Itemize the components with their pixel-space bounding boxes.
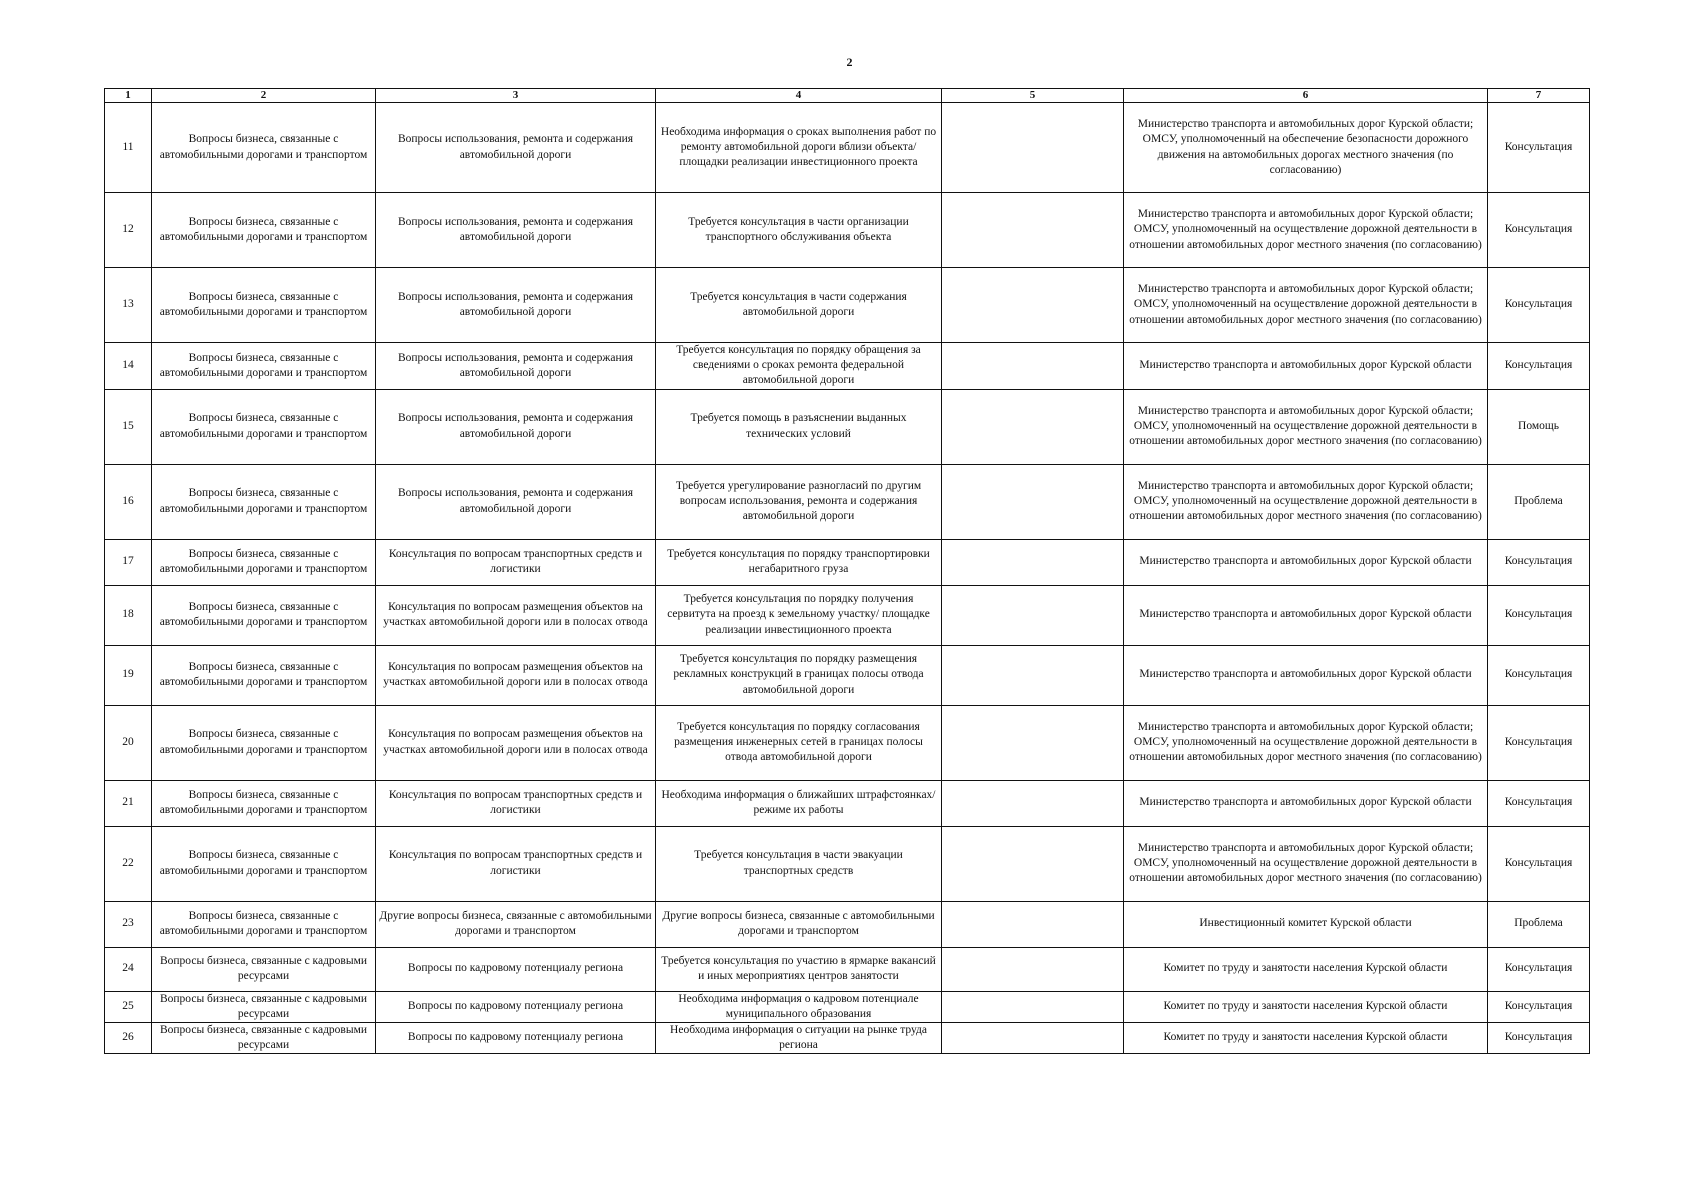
table-body xyxy=(105,103,1590,1054)
row-number-cell: 25 xyxy=(105,991,152,1022)
request-cell: Необходима информация о ситуации на рынке труда региона xyxy=(656,1022,942,1053)
empty-cell xyxy=(942,585,1124,645)
type-cell: Консультация xyxy=(1488,645,1590,705)
row-number-cell: 14 xyxy=(105,343,152,390)
request-cell: Необходима информация о ближайших штрафстоянках/режиме их работы xyxy=(656,780,942,826)
category-cell: Вопросы бизнеса, связанные с автомобильными дорогами и транспортом xyxy=(152,645,376,705)
category-cell: Вопросы бизнеса, связанные с автомобильными дорогами и транспортом xyxy=(152,389,376,464)
row-number-cell: 19 xyxy=(105,645,152,705)
subcategory-cell: Консультация по вопросам транспортных средств и логистики xyxy=(376,780,656,826)
subcategory-cell: Вопросы по кадровому потенциалу региона xyxy=(376,947,656,991)
type-cell: Консультация xyxy=(1488,193,1590,268)
type-cell: Консультация xyxy=(1488,991,1590,1022)
responsible-cell: Министерство транспорта и автомобильных дорог Курской области xyxy=(1124,645,1488,705)
header-cell: 2 xyxy=(152,89,376,103)
table-row xyxy=(105,193,1590,268)
category-cell: Вопросы бизнеса, связанные с кадровыми ресурсами xyxy=(152,991,376,1022)
responsible-cell: Министерство транспорта и автомобильных дорог Курской области; ОМСУ, уполномоченный на осуществление дорожной деятельности в отношении автомобильных дорог местного значения (по согласованию) xyxy=(1124,389,1488,464)
category-cell: Вопросы бизнеса, связанные с автомобильными дорогами и транспортом xyxy=(152,705,376,780)
responsible-cell: Министерство транспорта и автомобильных дорог Курской области xyxy=(1124,585,1488,645)
empty-cell xyxy=(942,389,1124,464)
subcategory-cell: Вопросы использования, ремонта и содержания автомобильной дороги xyxy=(376,193,656,268)
table-row xyxy=(105,947,1590,991)
subcategory-cell: Вопросы по кадровому потенциалу региона xyxy=(376,1022,656,1053)
subcategory-cell: Вопросы использования, ремонта и содержания автомобильной дороги xyxy=(376,389,656,464)
request-cell: Требуется консультация в части содержания автомобильной дороги xyxy=(656,268,942,343)
row-number-cell: 13 xyxy=(105,268,152,343)
subcategory-cell: Консультация по вопросам размещения объектов на участках автомобильной дороги или в полосах отвода xyxy=(376,705,656,780)
type-cell: Консультация xyxy=(1488,343,1590,390)
type-cell: Консультация xyxy=(1488,947,1590,991)
request-cell: Требуется консультация в части организации транспортного обслуживания объекта xyxy=(656,193,942,268)
responsible-cell: Министерство транспорта и автомобильных дорог Курской области; ОМСУ, уполномоченный на осуществление дорожной деятельности в отношении автомобильных дорог местного значения (по согласованию) xyxy=(1124,193,1488,268)
table-row xyxy=(105,780,1590,826)
request-cell: Требуется консультация по порядку транспортировки негабаритного груза xyxy=(656,539,942,585)
table-row xyxy=(105,645,1590,705)
responsible-cell: Министерство транспорта и автомобильных дорог Курской области; ОМСУ, уполномоченный на осуществление дорожной деятельности в отношении автомобильных дорог местного значения (по согласованию) xyxy=(1124,268,1488,343)
empty-cell xyxy=(942,991,1124,1022)
table-row xyxy=(105,901,1590,947)
responsible-cell: Министерство транспорта и автомобильных дорог Курской области xyxy=(1124,539,1488,585)
table-row xyxy=(105,268,1590,343)
request-cell: Другие вопросы бизнеса, связанные с автомобильными дорогами и транспортом xyxy=(656,901,942,947)
table-row xyxy=(105,705,1590,780)
empty-cell xyxy=(942,103,1124,193)
responsible-cell: Министерство транспорта и автомобильных дорог Курской области; ОМСУ, уполномоченный на осуществление дорожной деятельности в отношении автомобильных дорог местного значения (по согласованию) xyxy=(1124,826,1488,901)
type-cell: Проблема xyxy=(1488,901,1590,947)
responsible-cell: Министерство транспорта и автомобильных дорог Курской области; ОМСУ, уполномоченный на осуществление дорожной деятельности в отношении автомобильных дорог местного значения (по согласованию) xyxy=(1124,705,1488,780)
request-cell: Требуется помощь в разъяснении выданных технических условий xyxy=(656,389,942,464)
page-number: 2 xyxy=(846,55,853,69)
subcategory-cell: Вопросы использования, ремонта и содержания автомобильной дороги xyxy=(376,103,656,193)
responsible-cell: Комитет по труду и занятости населения Курской области xyxy=(1124,947,1488,991)
type-cell: Проблема xyxy=(1488,464,1590,539)
request-cell: Необходима информация о кадровом потенциале муниципального образования xyxy=(656,991,942,1022)
row-number-cell: 22 xyxy=(105,826,152,901)
responsible-cell: Министерство транспорта и автомобильных дорог Курской области; ОМСУ, уполномоченный на обеспечение безопасности дорожного движения на автомобильных дорогах местного значения (по согласованию) xyxy=(1124,103,1488,193)
category-cell: Вопросы бизнеса, связанные с кадровыми ресурсами xyxy=(152,1022,376,1053)
type-cell: Консультация xyxy=(1488,103,1590,193)
type-cell: Консультация xyxy=(1488,780,1590,826)
row-number-cell: 15 xyxy=(105,389,152,464)
category-cell: Вопросы бизнеса, связанные с автомобильными дорогами и транспортом xyxy=(152,343,376,390)
table-row xyxy=(105,389,1590,464)
empty-cell xyxy=(942,705,1124,780)
row-number-cell: 23 xyxy=(105,901,152,947)
services-table xyxy=(104,88,1590,1054)
header-cell: 7 xyxy=(1488,89,1590,103)
empty-cell xyxy=(942,780,1124,826)
row-number-cell: 21 xyxy=(105,780,152,826)
request-cell: Требуется консультация по порядку получения сервитута на проезд к земельному участку/ площадке реализации инвестиционного проекта xyxy=(656,585,942,645)
empty-cell xyxy=(942,539,1124,585)
table-row xyxy=(105,991,1590,1022)
responsible-cell: Министерство транспорта и автомобильных дорог Курской области; ОМСУ, уполномоченный на осуществление дорожной деятельности в отношении автомобильных дорог местного значения (по согласованию) xyxy=(1124,464,1488,539)
empty-cell xyxy=(942,464,1124,539)
type-cell: Консультация xyxy=(1488,585,1590,645)
empty-cell xyxy=(942,645,1124,705)
row-number-cell: 12 xyxy=(105,193,152,268)
table-header-row xyxy=(105,89,1590,103)
request-cell: Требуется консультация по участию в ярмарке вакансий и иных мероприятиях центров занятости xyxy=(656,947,942,991)
subcategory-cell: Вопросы по кадровому потенциалу региона xyxy=(376,991,656,1022)
row-number-cell: 20 xyxy=(105,705,152,780)
empty-cell xyxy=(942,193,1124,268)
subcategory-cell: Консультация по вопросам размещения объектов на участках автомобильной дороги или в полосах отвода xyxy=(376,585,656,645)
responsible-cell: Министерство транспорта и автомобильных дорог Курской области xyxy=(1124,780,1488,826)
row-number-cell: 11 xyxy=(105,103,152,193)
request-cell: Требуется консультация по порядку обращения за сведениями о сроках ремонта федеральной автомобильной дороги xyxy=(656,343,942,390)
subcategory-cell: Консультация по вопросам транспортных средств и логистики xyxy=(376,826,656,901)
row-number-cell: 16 xyxy=(105,464,152,539)
empty-cell xyxy=(942,1022,1124,1053)
row-number-cell: 17 xyxy=(105,539,152,585)
category-cell: Вопросы бизнеса, связанные с автомобильными дорогами и транспортом xyxy=(152,103,376,193)
category-cell: Вопросы бизнеса, связанные с автомобильными дорогами и транспортом xyxy=(152,826,376,901)
category-cell: Вопросы бизнеса, связанные с автомобильными дорогами и транспортом xyxy=(152,464,376,539)
category-cell: Вопросы бизнеса, связанные с кадровыми ресурсами xyxy=(152,947,376,991)
type-cell: Консультация xyxy=(1488,705,1590,780)
type-cell: Консультация xyxy=(1488,268,1590,343)
header-cell: 5 xyxy=(942,89,1124,103)
table-row xyxy=(105,103,1590,193)
header-cell: 6 xyxy=(1124,89,1488,103)
subcategory-cell: Консультация по вопросам размещения объектов на участках автомобильной дороги или в полосах отвода xyxy=(376,645,656,705)
category-cell: Вопросы бизнеса, связанные с автомобильными дорогами и транспортом xyxy=(152,901,376,947)
request-cell: Требуется консультация по порядку размещения рекламных конструкций в границах полосы отвода автомобильной дороги xyxy=(656,645,942,705)
empty-cell xyxy=(942,901,1124,947)
responsible-cell: Министерство транспорта и автомобильных дорог Курской области xyxy=(1124,343,1488,390)
subcategory-cell: Другие вопросы бизнеса, связанные с автомобильными дорогами и транспортом xyxy=(376,901,656,947)
table-row xyxy=(105,1022,1590,1053)
subcategory-cell: Вопросы использования, ремонта и содержания автомобильной дороги xyxy=(376,343,656,390)
subcategory-cell: Вопросы использования, ремонта и содержания автомобильной дороги xyxy=(376,464,656,539)
request-cell: Требуется консультация по порядку согласования размещения инженерных сетей в границах полосы отвода автомобильной дороги xyxy=(656,705,942,780)
empty-cell xyxy=(942,826,1124,901)
responsible-cell: Комитет по труду и занятости населения Курской области xyxy=(1124,991,1488,1022)
category-cell: Вопросы бизнеса, связанные с автомобильными дорогами и транспортом xyxy=(152,539,376,585)
type-cell: Консультация xyxy=(1488,539,1590,585)
category-cell: Вопросы бизнеса, связанные с автомобильными дорогами и транспортом xyxy=(152,268,376,343)
responsible-cell: Инвестиционный комитет Курской области xyxy=(1124,901,1488,947)
row-number-cell: 26 xyxy=(105,1022,152,1053)
category-cell: Вопросы бизнеса, связанные с автомобильными дорогами и транспортом xyxy=(152,193,376,268)
empty-cell xyxy=(942,268,1124,343)
row-number-cell: 24 xyxy=(105,947,152,991)
table-row xyxy=(105,585,1590,645)
table-row xyxy=(105,826,1590,901)
category-cell: Вопросы бизнеса, связанные с автомобильными дорогами и транспортом xyxy=(152,585,376,645)
header-cell: 1 xyxy=(105,89,152,103)
request-cell: Требуется урегулирование разногласий по другим вопросам использования, ремонта и содержания автомобильной дороги xyxy=(656,464,942,539)
header-cell: 4 xyxy=(656,89,942,103)
request-cell: Необходима информация о сроках выполнения работ по ремонту автомобильной дороги вблизи объекта/площадки реализации инвестиционного проекта xyxy=(656,103,942,193)
table-row xyxy=(105,539,1590,585)
empty-cell xyxy=(942,343,1124,390)
table-row xyxy=(105,343,1590,390)
empty-cell xyxy=(942,947,1124,991)
header-cell: 3 xyxy=(376,89,656,103)
request-cell: Требуется консультация в части эвакуации транспортных средств xyxy=(656,826,942,901)
row-number-cell: 18 xyxy=(105,585,152,645)
subcategory-cell: Вопросы использования, ремонта и содержания автомобильной дороги xyxy=(376,268,656,343)
subcategory-cell: Консультация по вопросам транспортных средств и логистики xyxy=(376,539,656,585)
table-row xyxy=(105,464,1590,539)
category-cell: Вопросы бизнеса, связанные с автомобильными дорогами и транспортом xyxy=(152,780,376,826)
responsible-cell: Комитет по труду и занятости населения Курской области xyxy=(1124,1022,1488,1053)
type-cell: Консультация xyxy=(1488,826,1590,901)
type-cell: Помощь xyxy=(1488,389,1590,464)
type-cell: Консультация xyxy=(1488,1022,1590,1053)
